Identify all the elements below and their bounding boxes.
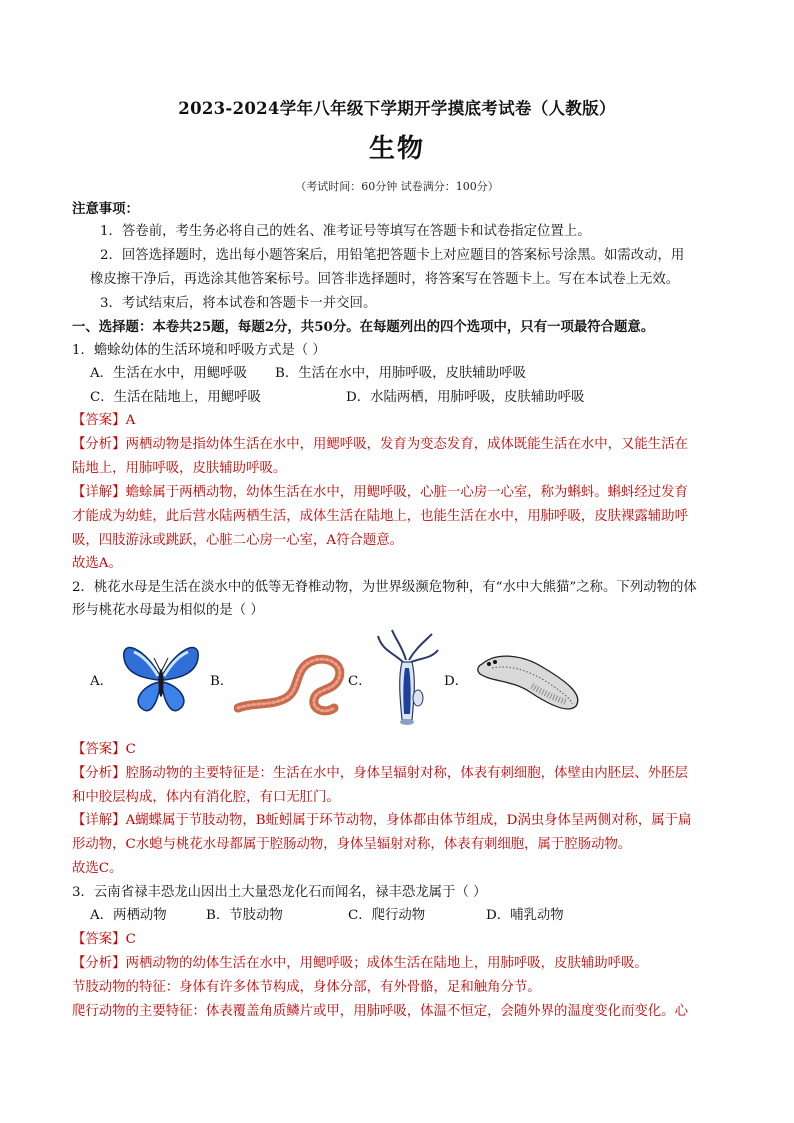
- q1-stem: 1．蟾蜍幼体的生活环境和呼吸方式是（ ）: [72, 343, 326, 358]
- earthworm-icon: [234, 646, 354, 718]
- q3-analysis-text-1: 两栖动物的幼体生活在水中，用鳃呼吸；成体生活在陆地上，用肺呼吸，皮肤辅助呼吸。: [125, 956, 648, 971]
- flatworm-icon: [472, 642, 592, 718]
- q2-stem-line-2: 形与桃花水母最为相似的是（ ）: [72, 603, 264, 618]
- q3-answer-value: C: [125, 932, 136, 947]
- q1-option-b: B．生活在水中，用肺呼吸，皮肤辅助呼吸: [275, 366, 526, 381]
- q3-option-c: C．爬行动物: [348, 908, 426, 923]
- q1-option-d: D．水陆两栖，用肺呼吸，皮肤辅助呼吸: [346, 390, 585, 405]
- q1-analysis-text-1: 两栖动物是指幼体生活在水中，用鳃呼吸，发育为变态发育，成体既能生活在水中，又能生活在: [125, 437, 688, 452]
- q2-label-d: D．: [444, 674, 469, 689]
- q3-option-a: A．两栖动物: [90, 908, 167, 923]
- q1-answer-value: A: [125, 413, 136, 428]
- q3-analysis-line-1: [72, 954, 732, 974]
- exam-info: （考试时间：60分钟 试卷满分：100分）: [295, 180, 499, 193]
- subject-title: 生物: [368, 134, 425, 164]
- q3-options-row: [90, 906, 732, 926]
- q1-options-row-2: [90, 388, 732, 408]
- q3-answer: [72, 930, 732, 950]
- q1-detail-text-1: 蟾蜍属于两栖动物，幼体生活在水中，用鳃呼吸，心脏一心房一心室，称为蝌蚪。蝌蚪经过发育: [125, 485, 688, 500]
- q2-analysis-tag: 【分析】: [72, 766, 126, 781]
- q1-answer-tag: 【答案】: [72, 413, 126, 428]
- q3-analysis-line-3: 爬行动物的主要特征：体表覆盖角质鳞片或甲，用肺呼吸，体温不恒定，会随外界的温度变化而变化。心: [72, 1004, 688, 1019]
- hydra-icon: [372, 628, 442, 728]
- q2-answer-value: C: [125, 742, 136, 757]
- q2-detail-text-1: A蝴蝶属于节肢动物，B蚯蚓属于环节动物，身体都由体节组成，D涡虫身体呈两侧对称，属于扁: [125, 813, 692, 828]
- q2-answer-tag: 【答案】: [72, 742, 126, 757]
- q3-stem: 3．云南省禄丰恐龙山因出土大量恐龙化石而闻名，禄丰恐龙属于（ ）: [72, 885, 487, 900]
- q2-analysis-text-1: 腔肠动物的主要特征是：生活在水中，身体呈辐射对称，体表有刺细胞，体壁由内胚层、外胚层: [125, 766, 688, 781]
- q1-conclusion: 故选A。: [72, 556, 122, 571]
- notice-heading: 注意事项：: [72, 201, 139, 217]
- section-1-heading: 一、选择题：本卷共25题，每题2分，共50分。在每题列出的四个选项中，只有一项最符合题意。: [72, 319, 655, 335]
- q3-analysis-tag: 【分析】: [72, 956, 126, 971]
- q3-analysis-line-2: 节肢动物的特征：身体有许多体节构成，身体分部，有外骨骼，足和触角分节。: [72, 980, 541, 995]
- page-title: 2023-2024学年八年级下学期开学摸底考试卷（人教版）: [178, 99, 616, 118]
- notice-item-2-line-2: 橡皮擦干净后，再选涂其他答案标号。回答非选择题时，将答案写在答题卡上。写在本试卷上无效。: [90, 272, 680, 287]
- q2-stem-line-1: 2．桃花水母是生活在淡水中的低等无脊椎动物，为世界级濒危物种，有“水中大熊猫”之称。下列动物的体: [72, 580, 697, 595]
- q1-analysis-line-2: 陆地上，用肺呼吸，皮肤辅助呼吸。: [72, 461, 287, 476]
- q3-option-d: D．哺乳动物: [486, 908, 564, 923]
- q1-option-a: A．生活在水中，用鳃呼吸: [90, 366, 247, 381]
- notice-item-1: 1．答卷前，考生务必将自己的姓名、准考证号等填写在答题卡和试卷指定位置上。: [100, 224, 591, 239]
- q3-option-b: B．节肢动物: [206, 908, 283, 923]
- q1-analysis-tag: 【分析】: [72, 437, 126, 452]
- q1-detail-tag: 【详解】: [72, 485, 126, 500]
- q2-detail-line-2: 形动物，C水螅与桃花水母都属于腔肠动物，身体呈辐射对称，体表有刺细胞，属于腔肠动物。: [72, 837, 632, 852]
- q2-detail-line-1: [72, 811, 732, 831]
- q2-analysis-line-1: [72, 764, 732, 784]
- q2-answer: [72, 740, 732, 760]
- q2-analysis-line-2: 和中胶层构成，体内有消化腔，有口无肛门。: [72, 790, 340, 805]
- q2-image-options: [72, 628, 732, 728]
- q2-label-c: C．: [348, 674, 372, 689]
- notice-item-2-line-1: 2．回答选择题时，选出每小题答案后，用铅笔把答题卡上对应题目的答案标号涂黑。如需改动，用: [100, 248, 685, 263]
- q1-analysis-line-1: [72, 435, 732, 455]
- q1-detail-line-3: 吸，四肢游泳或跳跃，心脏二心房一心室，A符合题意。: [72, 533, 404, 548]
- q2-detail-tag: 【详解】: [72, 813, 126, 828]
- notice-item-3: 3．考试结束后，将本试卷和答题卡一并交回。: [100, 296, 377, 311]
- q1-option-c: C．生活在陆地上，用鳃呼吸: [90, 390, 261, 405]
- q1-detail-line-1: [72, 483, 732, 503]
- q2-conclusion: 故选C。: [72, 861, 123, 876]
- q1-detail-line-2: 才能成为幼蛙，此后营水陆两栖生活，成体生活在陆地上，也能生活在水中，用肺呼吸，皮肤裸露辅助呼: [72, 509, 688, 524]
- q1-options-row-1: [90, 364, 732, 384]
- q2-label-a: A．: [90, 674, 114, 689]
- q2-label-b: B．: [210, 674, 234, 689]
- q3-answer-tag: 【答案】: [72, 932, 126, 947]
- q1-answer: [72, 411, 732, 431]
- butterfly-icon: [116, 638, 206, 718]
